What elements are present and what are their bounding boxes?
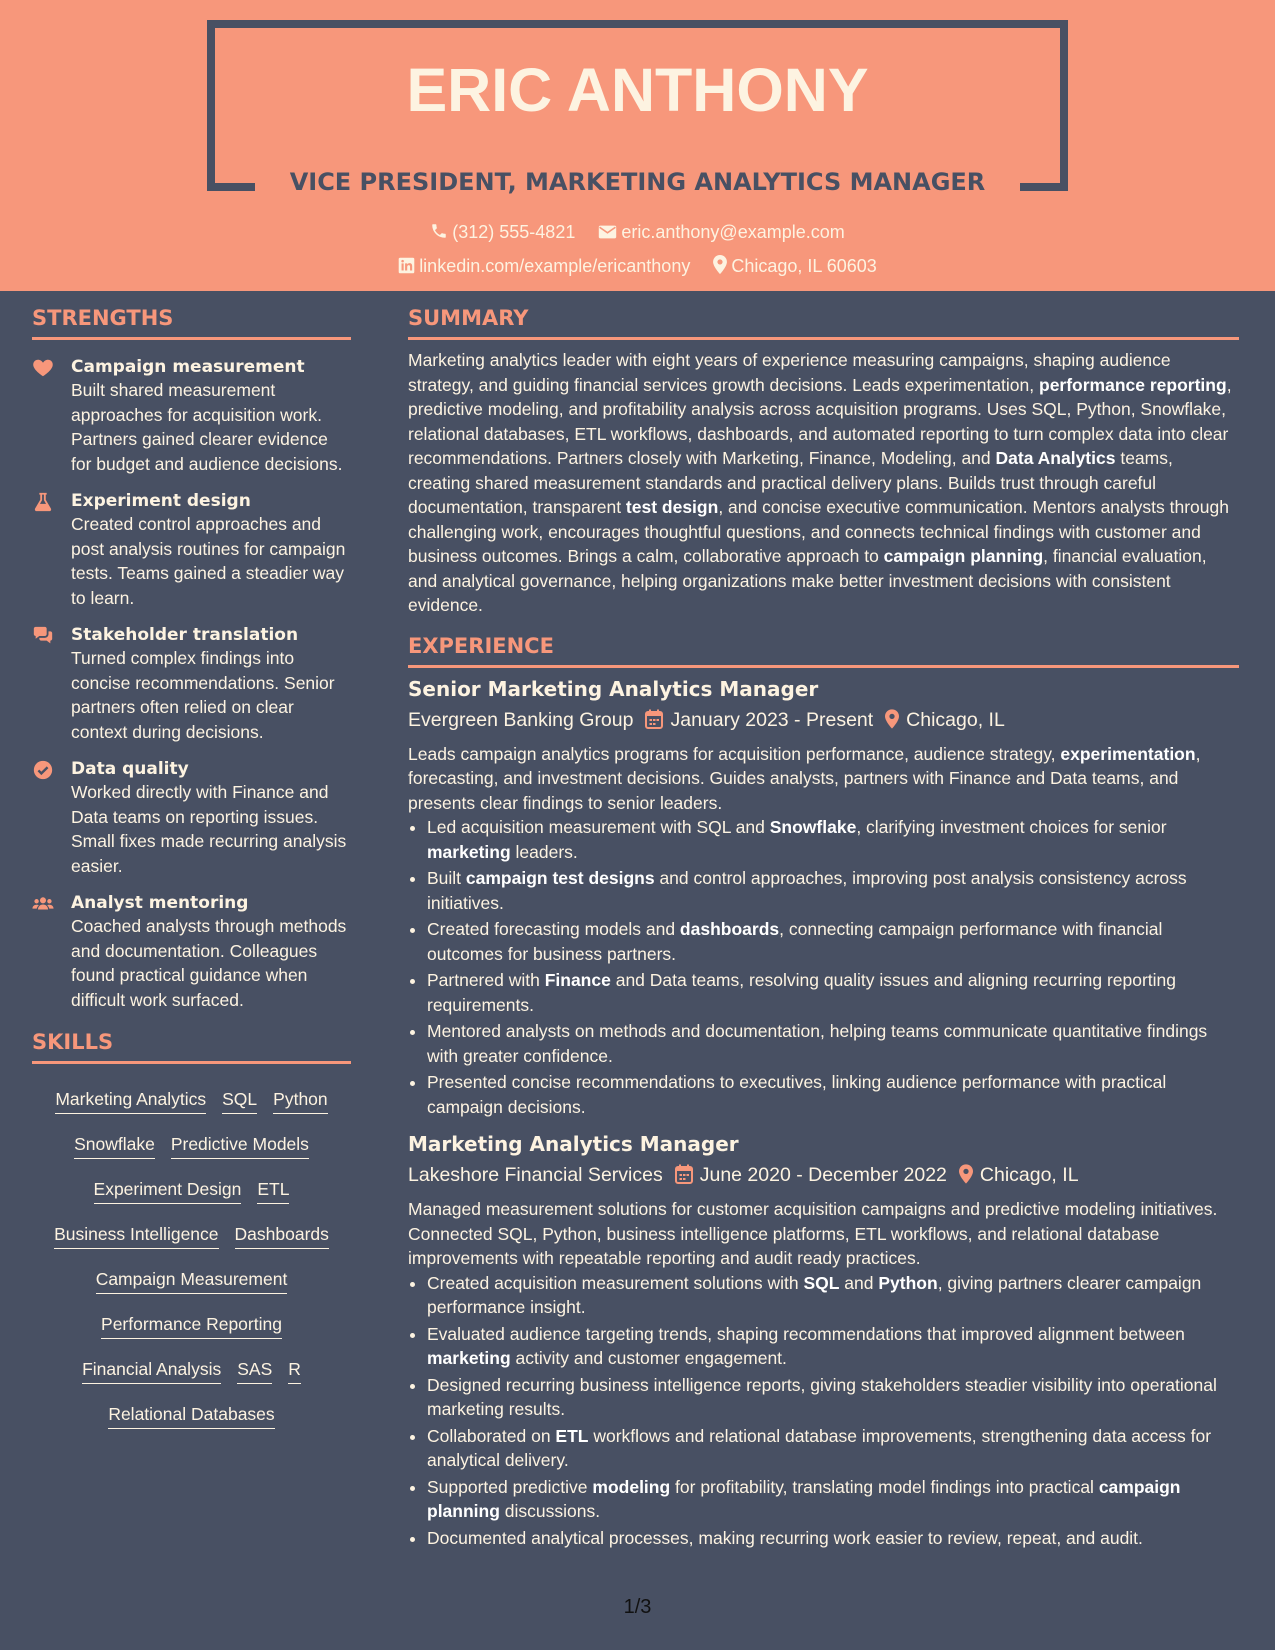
strength-title: Data quality [71,759,189,780]
skill-tag: Financial Analysis [82,1359,221,1383]
job-bullets [408,1271,1239,1551]
summary-heading: SUMMARY [408,306,1239,340]
email-contact[interactable] [598,223,844,241]
text-run: , predictive modeling, and profitability analysis across acquisition programs. Uses SQL, Python, Snowflake, relational databases, ETL workflows, dashboards, and automated reporting to turn complex data into clear recommendations. Partners closely with Marketing, Finance, Modeling, and [408,374,1232,469]
text-run: activity and customer engagement. [510,1348,787,1369]
emphasis-text: campaign test designs [465,868,655,889]
linkedin-contact[interactable] [398,257,690,275]
skill-tag: Business Intelligence [54,1224,218,1248]
skill-tag: Campaign Measurement [96,1269,288,1293]
calendar-icon [645,709,663,729]
candidate-title: VICE PRESIDENT, MARKETING ANALYTICS MANAGER [289,168,986,196]
strengths-heading: STRENGTHS [32,306,351,340]
text-run: Evaluated audience targeting trends, shaping recommendations that improved alignment between [427,1323,1185,1344]
contact-row [0,255,1275,275]
location-contact [713,255,876,275]
phone-text: (312) 555-4821 [452,222,576,242]
job-bullet [427,1424,1239,1473]
text-run: Presented concise recommendations to executives, linking audience performance with practical campaign decisions. [427,1072,1167,1117]
job-bullet [427,1373,1239,1422]
text-run: workflows and relational database improvements, strengthening data access for analytical delivery. [427,1425,1212,1471]
job-title: Marketing Analytics Manager [408,1132,739,1157]
users-icon [32,893,54,915]
emphasis-text: campaign planning [427,1476,1181,1522]
job-bullet [427,1475,1239,1524]
strength-description: Worked directly with Finance and Data teams on reporting issues. Small fixes made recurring analysis easier. [71,782,347,876]
job-dates: June 2020 - December 2022 [699,1164,947,1187]
phone-contact[interactable] [430,222,575,241]
text-run: Created forecasting models and [427,919,680,940]
text-run: Created acquisition measurement solutions with [427,1272,804,1293]
emphasis-text: marketing [427,1348,511,1369]
strength-title: Stakeholder translation [71,625,299,646]
map-pin-icon [885,709,899,729]
strength-title: Analyst mentoring [71,893,249,914]
job-bullet [427,968,1239,1017]
skill-tag: Predictive Models [171,1134,309,1158]
skill-tag: Python [273,1089,327,1113]
emphasis-text: Finance [544,970,611,991]
skill-tag: ETL [257,1179,289,1203]
emphasis-text: ETL [555,1425,589,1446]
text-run: and [839,1272,879,1293]
skill-tag: R [288,1359,301,1383]
location-text: Chicago, IL 60603 [731,256,877,276]
skill-tag: SAS [237,1359,272,1383]
text-run: for profitability, translating model findings into practical [670,1476,1099,1497]
emphasis-text: campaign planning [883,546,1044,567]
text-run: discussions. [499,1501,601,1522]
emphasis-text: modeling [592,1476,671,1497]
company-name: Evergreen Banking Group [408,708,634,731]
linkedin-icon [398,257,415,274]
emphasis-text: Snowflake [769,817,857,838]
text-run: , and concise executive communication. Mentors analysts through challenging work, encourages thoughtful questions, and connects technical findings with customer and business outcomes. Brings a calm, collaborative approach to [408,497,1229,567]
strength-title: Campaign measurement [71,357,305,378]
emphasis-text: performance reporting [1039,374,1227,395]
text-run: , connecting campaign performance with financial outcomes for business partners. [427,919,1163,964]
job-title: Senior Marketing Analytics Manager [408,676,819,701]
text-run: , giving partners clearer campaign performance insight. [427,1272,1202,1318]
text-run: , forecasting, and investment decisions. Guides analysts, partners with Finance and Data teams, and presents clear findings to senior leaders. [408,743,1201,813]
map-pin-icon [713,255,727,274]
skill-tag: Dashboards [235,1224,329,1248]
text-run: Partnered with [427,970,545,991]
job-meta [408,1162,1239,1188]
header-frame [207,20,1068,28]
job-bullet [427,1019,1239,1068]
emphasis-text: Data Analytics [995,448,1116,469]
job-bullet [427,1526,1239,1551]
skill-tag: Experiment Design [94,1179,242,1203]
text-run: Collaborated on [427,1425,556,1446]
job-location: Chicago, IL [906,708,1005,731]
text-run: Managed measurement solutions for customer acquisition campaigns and predictive modeling initiatives. Connected SQL, Python, business intelligence platforms, ETL workflows, and relational database improvements with repeatable reporting and audit ready practices. [408,1199,1218,1269]
text-run: and Data teams, resolving quality issues and aligning recurring reporting requirements. [427,970,1177,1015]
skill-tag: Relational Databases [108,1404,274,1428]
text-run: , clarifying investment choices for senior [856,817,1167,838]
left-column [32,291,351,1437]
flask-icon [32,491,54,513]
text-run: Marketing analytics leader with eight years of experience measuring campaigns, shaping audience strategy, and guiding financial services growth decisions. Leads experimentation, [408,350,1171,395]
phone-icon [430,222,448,240]
job-entry [408,676,1239,1120]
strength-description: Built shared measurement approaches for acquisition work. Partners gained clearer evidence for budget and audience decisions. [71,380,343,474]
job-location: Chicago, IL [979,1164,1079,1187]
map-pin-icon [959,1164,973,1184]
strength-item [32,758,351,878]
job-bullet [427,1322,1239,1371]
text-run: Led acquisition measurement with SQL and [427,817,770,838]
text-run: leaders. [510,841,578,862]
linkedin-text: linkedin.com/example/ericanthony [419,256,691,276]
job-bullet [427,815,1239,864]
emphasis-text: marketing [427,841,511,862]
text-run: Documented analytical processes, making recurring work easier to review, repeat, and audit. [427,1527,1143,1548]
strength-item [32,490,351,610]
skill-tag: SQL [222,1089,257,1113]
text-run: Built [427,868,466,889]
chat-bubbles-icon [32,625,54,647]
skills-list [32,1077,351,1437]
check-circle-icon [32,759,54,781]
job-bullet [427,1271,1239,1320]
heart-icon [32,357,54,379]
skill-tag: Performance Reporting [101,1314,282,1338]
strength-description: Created control approaches and post analysis routines for campaign tests. Teams gained a steadier way to learn. [71,514,346,608]
job-bullet [427,1070,1239,1119]
text-run: Mentored analysts on methods and documentation, helping teams communicate quantitative findings with greater confidence. [427,1021,1208,1066]
summary-text [408,348,1239,618]
envelope-icon [598,224,617,240]
strength-title: Experiment design [71,491,251,512]
text-run: and control approaches, improving post analysis consistency across initiatives. [427,868,1187,913]
skill-tag: Marketing Analytics [55,1089,206,1113]
job-bullet [427,866,1239,915]
job-dates: January 2023 - Present [670,708,874,731]
job-entry [408,1131,1239,1550]
job-summary [408,742,1239,816]
calendar-icon [675,1164,693,1184]
strength-description: Coached analysts through methods and documentation. Colleagues found practical guidance when difficult work surfaced. [71,916,347,1010]
job-bullets [408,815,1239,1119]
skills-heading: SKILLS [32,1030,351,1064]
emphasis-text: Python [878,1272,938,1293]
text-run: teams, creating shared measurement standards and practical delivery plans. Builds trust through careful documentation, transparent [408,448,1173,518]
text-run: Leads campaign analytics programs for acquisition performance, audience strategy, [408,743,1061,764]
skill-tag: Snowflake [74,1134,155,1158]
strength-item [32,624,351,744]
job-meta [408,707,1239,733]
page-number: 1/3 [623,1596,652,1618]
contact-row [0,222,1275,241]
strength-item [32,892,351,1012]
emphasis-text: SQL [803,1272,840,1293]
experience-heading: EXPERIENCE [408,634,1239,668]
emphasis-text: dashboards [679,919,780,940]
right-column [408,291,1239,1552]
job-summary [408,1197,1239,1271]
text-run: Supported predictive [427,1476,593,1497]
emphasis-text: experimentation [1060,743,1196,764]
job-bullet [427,917,1239,966]
strength-item [32,356,351,476]
company-name: Lakeshore Financial Services [408,1164,663,1187]
candidate-name: ERIC ANTHONY [406,56,869,124]
strength-description: Turned complex findings into concise recommendations. Senior partners often relied on clear context during decisions. [71,648,335,742]
emphasis-text: test design [625,497,719,518]
text-run: , financial evaluation, and analytical governance, helping organizations make better investment decisions with consistent evidence. [408,546,1207,616]
text-run: Designed recurring business intelligence reports, giving stakeholders steadier visibility into operational marketing results. [427,1374,1217,1420]
resume-header [0,0,1275,291]
email-text: eric.anthony@example.com [621,222,845,242]
